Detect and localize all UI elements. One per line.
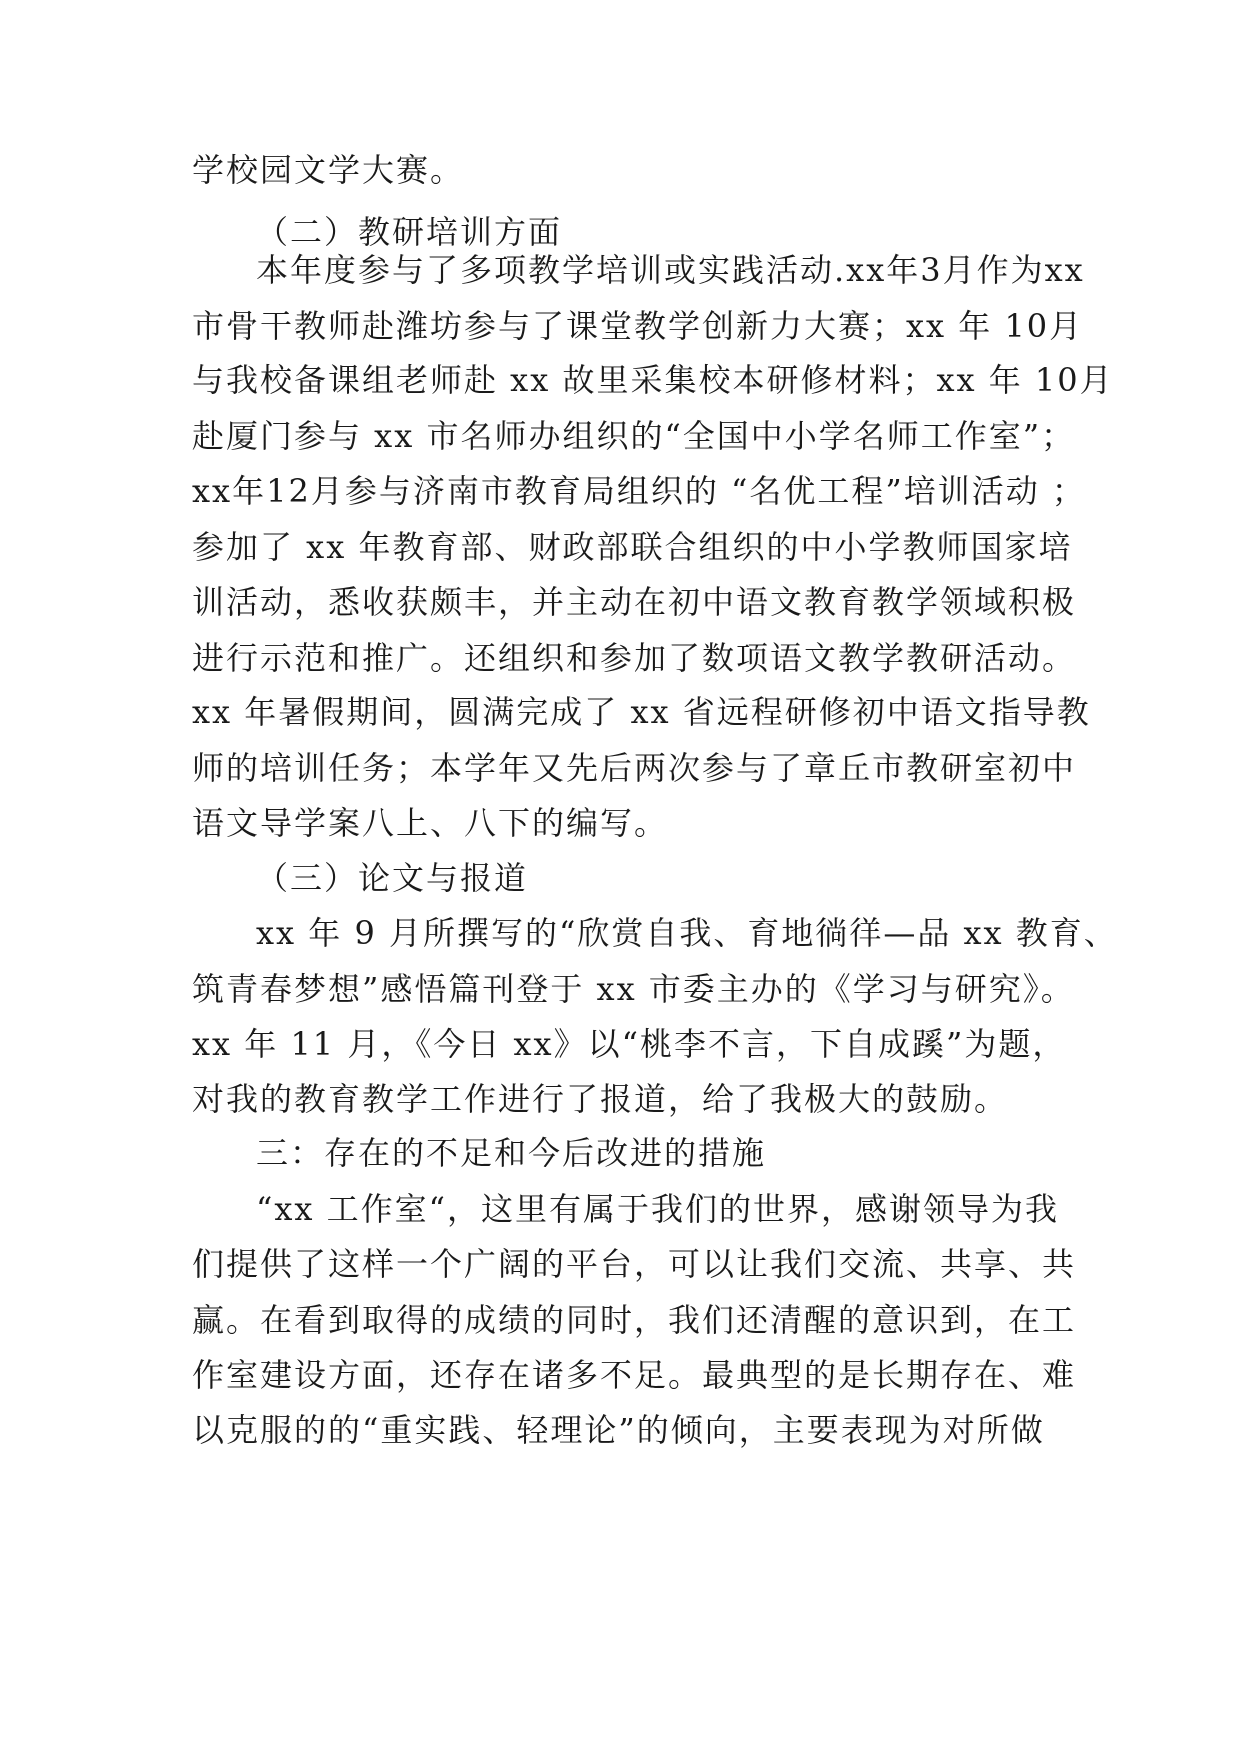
text-line: 赢。在看到取得的成绩的同时，我们还清醒的意识到，在工	[192, 1301, 1077, 1339]
text-line: 与我校备课组老师赴 xx 故里采集校本研修材料；xx 年 10月	[192, 361, 1114, 399]
text-line: 进行示范和推广。还组织和参加了数项语文教学教研活动。	[192, 639, 1077, 677]
text-line: 作室建设方面，还存在诸多不足。最典型的是长期存在、难	[192, 1356, 1077, 1394]
text-line: 对我的教育教学工作进行了报道，给了我极大的鼓励。	[192, 1080, 1009, 1118]
text-line: 学校园文学大赛。	[192, 151, 465, 189]
text-line: 赴厦门参与 xx 市名师办组织的“全国中小学名师工作室”；	[192, 417, 1076, 455]
text-line: 本年度参与了多项教学培训或实践活动.xx年3月作为xx	[256, 251, 1085, 289]
section-heading: （三）论文与报道	[256, 859, 529, 897]
text-line: xx 年 11 月，《今日 xx》以“桃李不言，下自成蹊”为题，	[192, 1025, 1067, 1063]
section-heading: （二）教研培训方面	[256, 213, 563, 251]
text-line: xx年12月参与济南市教育局组织的 “名优工程”培训活动 ；	[192, 472, 1086, 510]
text-line: 师的培训任务；本学年又先后两次参与了章丘市教研室初中	[192, 749, 1077, 787]
text-line: 参加了 xx 年教育部、财政部联合组织的中小学教师国家培	[192, 528, 1073, 566]
text-line: 筑青春梦想”感悟篇刊登于 xx 市委主办的《学习与研究》。	[192, 970, 1075, 1008]
text-line: 以克服的的“重实践、轻理论”的倾向，主要表现为对所做	[192, 1411, 1045, 1449]
text-line: 们提供了这样一个广阔的平台，可以让我们交流、共享、共	[192, 1245, 1077, 1283]
text-line: 语文导学案八上、八下的编写。	[192, 804, 669, 842]
text-line: 市骨干教师赴潍坊参与了课堂教学创新力大赛；xx 年 10月	[192, 307, 1084, 345]
text-line: 训活动，悉收获颇丰，并主动在初中语文教育教学领域积极	[192, 583, 1077, 621]
section-heading: 三：存在的不足和今后改进的措施	[256, 1134, 767, 1172]
text-line: xx 年暑假期间，圆满完成了 xx 省远程研修初中语文指导教	[192, 693, 1091, 731]
text-line: xx 年 9 月所撰写的“欣赏自我、育地徜徉—品 xx 教育、	[256, 914, 1118, 952]
text-line: “xx 工作室“，这里有属于我们的世界，感谢领导为我	[256, 1190, 1059, 1228]
